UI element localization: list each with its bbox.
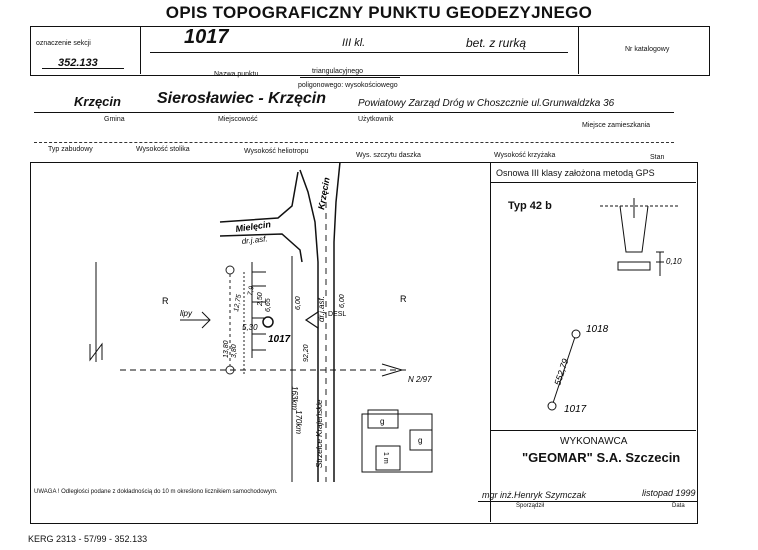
label-dist-2: 5,30 xyxy=(242,323,258,332)
header-divider-left xyxy=(140,26,141,74)
gps-point-1018 xyxy=(572,330,580,338)
tick-ladder xyxy=(252,262,266,358)
label-dist-10: 7,9 xyxy=(247,285,256,297)
label-traverse: N 2/97 xyxy=(408,375,432,384)
type-option-2: poligonowego: wysokościowego xyxy=(298,82,398,89)
attr-wys-daszka: Wys. szczytu daszka xyxy=(356,152,421,159)
footer-code: KERG 2313 - 57/99 - 352.133 xyxy=(28,534,148,544)
label-dist-4: 2,50 xyxy=(257,292,264,306)
attributes-dashline xyxy=(34,142,674,143)
label-surface-2: dr.j.asf. xyxy=(317,296,326,322)
label-dist-5: 6,00 xyxy=(295,296,302,310)
label-building-3: 1 m xyxy=(382,452,389,464)
label-road-south: Strzelce Krajeńskie xyxy=(315,399,324,468)
label-dist-1: 12,75 xyxy=(233,293,244,313)
date-label: Data xyxy=(672,503,685,509)
attr-wys-heliotropu: Wysokość heliotropu xyxy=(244,148,309,155)
user-value: Powiatowy Zarząd Dróg w Choszcznie ul.Grunwaldzka 36 xyxy=(358,98,615,109)
label-building-1: g xyxy=(380,417,385,426)
label-point: 1017 xyxy=(268,334,291,345)
gps-title-underline xyxy=(490,182,696,183)
monument-drawing xyxy=(590,196,690,286)
label-road-west: Mielęcin xyxy=(234,219,272,234)
attr-wys-krzyzaka: Wysokość krzyżaka xyxy=(494,152,556,159)
gps-distance: 552,79 xyxy=(552,357,571,387)
type-option-1: triangulacyjnego xyxy=(312,68,363,75)
main-vertical-divider xyxy=(490,162,491,522)
label-road-north: Krzęcin xyxy=(316,176,332,211)
main-horizontal-divider xyxy=(490,430,696,431)
gps-type: Typ 42 b xyxy=(508,200,552,212)
gmina-value: Krzęcin xyxy=(74,94,121,109)
type-option-1-underline xyxy=(300,77,400,78)
class-value: III kl. xyxy=(342,37,366,49)
point-number: 1017 xyxy=(184,26,229,48)
label-dist-9: 13,80 xyxy=(223,340,230,358)
section-value: 352.133 xyxy=(58,57,98,69)
document-title: OPIS TOPOGRAFICZNY PUNKTU GEODEZYJNEGO xyxy=(165,3,593,22)
point-number-underline xyxy=(150,52,568,53)
label-km-1: 163km xyxy=(290,386,299,411)
user-label: Użytkownik xyxy=(358,116,394,123)
control-point-1017 xyxy=(263,317,273,327)
label-trees: lipy xyxy=(180,309,193,318)
label-dist-8: 3,80 xyxy=(231,344,238,358)
attr-stan: Stan xyxy=(650,154,665,161)
signature-line xyxy=(478,501,698,502)
author-name: mgr inż.Henryk Szymczak xyxy=(482,490,587,500)
label-dist-6: 6,00 xyxy=(339,294,346,308)
section-label: oznaczenie sekcji xyxy=(36,40,91,47)
gps-label-b: 1017 xyxy=(564,404,587,415)
attr-wys-stolika: Wysokość stolika xyxy=(136,146,190,153)
gps-point-1017 xyxy=(548,402,556,410)
distance-note: UWAGA ! Odległości podane z dokładnością do 10 m określono licznikiem samochodowym. xyxy=(34,489,278,495)
point-name-label: Nazwa punktu xyxy=(214,71,259,78)
label-field-left: R xyxy=(162,296,169,306)
label-desl: DESL xyxy=(328,311,347,318)
header-frame xyxy=(30,26,710,76)
author-date: listopad 1999 xyxy=(642,488,696,498)
monument-dimension: 0,10 xyxy=(666,257,682,266)
residence-label: Miejsce zamieszkania xyxy=(582,122,651,129)
catalog-label: Nr katalogowy xyxy=(625,46,670,53)
marking-value: bet. z rurką xyxy=(466,36,527,50)
attr-typ-zabudowy: Typ zabudowy xyxy=(48,146,93,153)
author-label: Sporządził xyxy=(516,503,545,509)
contractor-label: WYKONAWCA xyxy=(560,436,628,447)
label-surface-1: dr.j.asf. xyxy=(241,234,269,246)
location-sketch xyxy=(30,162,490,482)
gmina-label: Gmina xyxy=(104,116,125,123)
gps-vector-diagram xyxy=(520,316,680,426)
north-arrow xyxy=(90,262,102,362)
gps-label-a: 1018 xyxy=(586,324,609,335)
label-dist-7: 92,20 xyxy=(303,344,310,362)
label-dist-3: 6,65 xyxy=(265,298,272,312)
label-field-right: R xyxy=(400,294,407,304)
miejscowosc-value: Sierosławiec - Krzęcin xyxy=(157,90,326,107)
gps-title: Osnowa III klasy założona metodą GPS xyxy=(496,168,655,178)
contractor-name: "GEOMAR" S.A. Szczecin xyxy=(522,450,681,465)
location-underline xyxy=(34,112,674,113)
header-divider-right xyxy=(578,26,579,74)
label-km-2: 170km xyxy=(294,410,303,435)
label-building-2: g xyxy=(418,436,423,445)
miejscowosc-label: Miejscowość xyxy=(218,116,258,123)
